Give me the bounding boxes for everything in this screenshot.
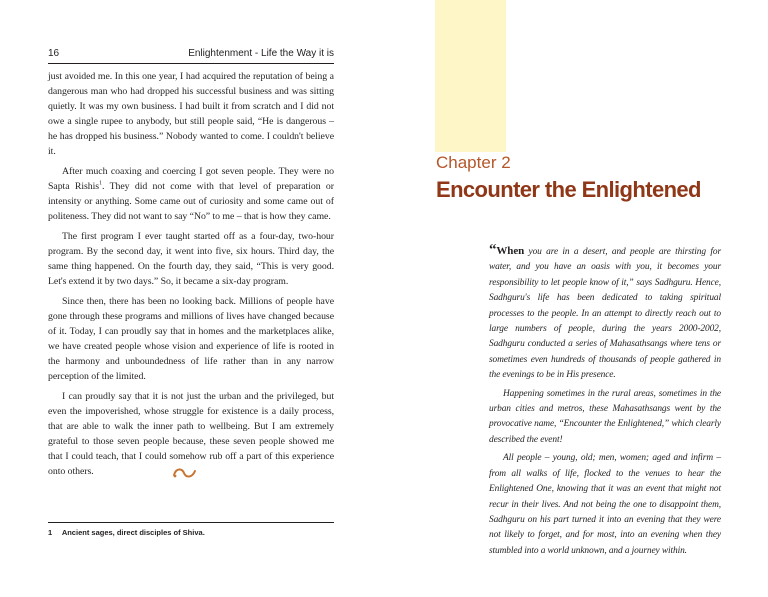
- body-text: [48, 69, 334, 484]
- intro-paragraph: [489, 244, 721, 384]
- footnote: [48, 528, 334, 537]
- footnote-number: 1: [48, 528, 53, 537]
- body-paragraph: [48, 164, 334, 224]
- chapter-label: Chapter 2: [436, 153, 511, 172]
- intro-paragraph: All people – young, old; men, women; aged and infirm – from all walks of life, flocked to the venues to hear the Enlightened One, knowing that it was an event that might not recur in their lives. And not being the one to disappoint them, Sadhguru on his part turned it into an evening that they were not likely to forget, and for most, into an evening when they stumbled into a world unknown, and a journey within.: [489, 453, 721, 556]
- header-rule: [48, 63, 334, 64]
- paragraph-text: After much coaxing and coercing I got seven people. They were no Sapta Rishis: [48, 166, 334, 192]
- footnote-reference: 1: [99, 180, 103, 187]
- swash-ornament-icon: [170, 464, 200, 482]
- body-paragraph: Since then, there has been no looking back. Millions of people have gone through these programs and millions of lives have changed because of it. Today, I can proudly say that in homes and the marketplaces alike, we have created people whose vision and experience of life is rooted in the harmony and unboundedness of life rather than in any narrow perception of the limited.: [48, 296, 334, 382]
- body-paragraph: The first program I ever taught started off as a four-day, two-hour program. By the second day, it went into five, six hours. Third day, the same thing happened. On the fourth day, they said, “This is very good. Let's extend it by two days.” So, it became a six-day program.: [48, 231, 334, 287]
- running-head: [48, 48, 334, 62]
- footnote-rule: [48, 522, 334, 523]
- chapter-title: Encounter the Enlightened: [436, 177, 701, 202]
- paragraph-text: you are in a desert, and people are thirsting for water, and you have an oasis with you, it becomes your responsibility to let people know of it,” says Sadhguru. Hence, Sadhguru's life has been dedicated to taking spiritual processes to the people. In an attempt to directly reach out to large numbers of people, during the years 2000-2002, Sadhguru conducted a series of Mahasathsangs where tens or sometimes even hundreds of thousands of people gathered in the evenings to be in His presence.: [489, 247, 721, 381]
- body-paragraph: just avoided me. In this one year, I had acquired the reputation of being a dangerous man who had dropped his successful business and was sitting quietly. It was my own business. I had built it from scratch and I did not owe a single rupee to anybody, but still people said, “He is dangerous – he has dropped his business.” Nobody wanted to come. I couldn't believe it.: [48, 71, 334, 157]
- page-number: 16: [48, 48, 60, 59]
- right-page: [384, 0, 768, 597]
- accent-block: [435, 0, 506, 152]
- chapter-intro: [489, 244, 721, 562]
- body-paragraph: I can proudly say that it is not just the urban and the privileged, but even the impoverished, whose struggle for existence is a daily process, that are able to walk the inner path to wellbeing. But I am extremely grateful to those seven people because, these seven people showed me that I could teach, that I could somehow rub off a part of this experience onto others.: [48, 391, 334, 477]
- open-quote-mark: “: [489, 242, 497, 258]
- running-title: Enlightenment - Life the Way it is: [188, 48, 334, 59]
- paragraph-text: . They did not come with that level of preparation or intensity or anything. Some came out of curiosity and some came out of politeness. They did not want to say “No” to me – that is how they came.: [48, 181, 334, 222]
- lead-word: When: [496, 245, 525, 257]
- intro-paragraph: Happening sometimes in the rural areas, sometimes in the urban cities and metros, these Mahasathsangs went by the provocative name, “Encounter the Enlightened,” which clearly described the event!: [489, 388, 721, 445]
- footnote-text: Ancient sages, direct disciples of Shiva.: [61, 528, 205, 537]
